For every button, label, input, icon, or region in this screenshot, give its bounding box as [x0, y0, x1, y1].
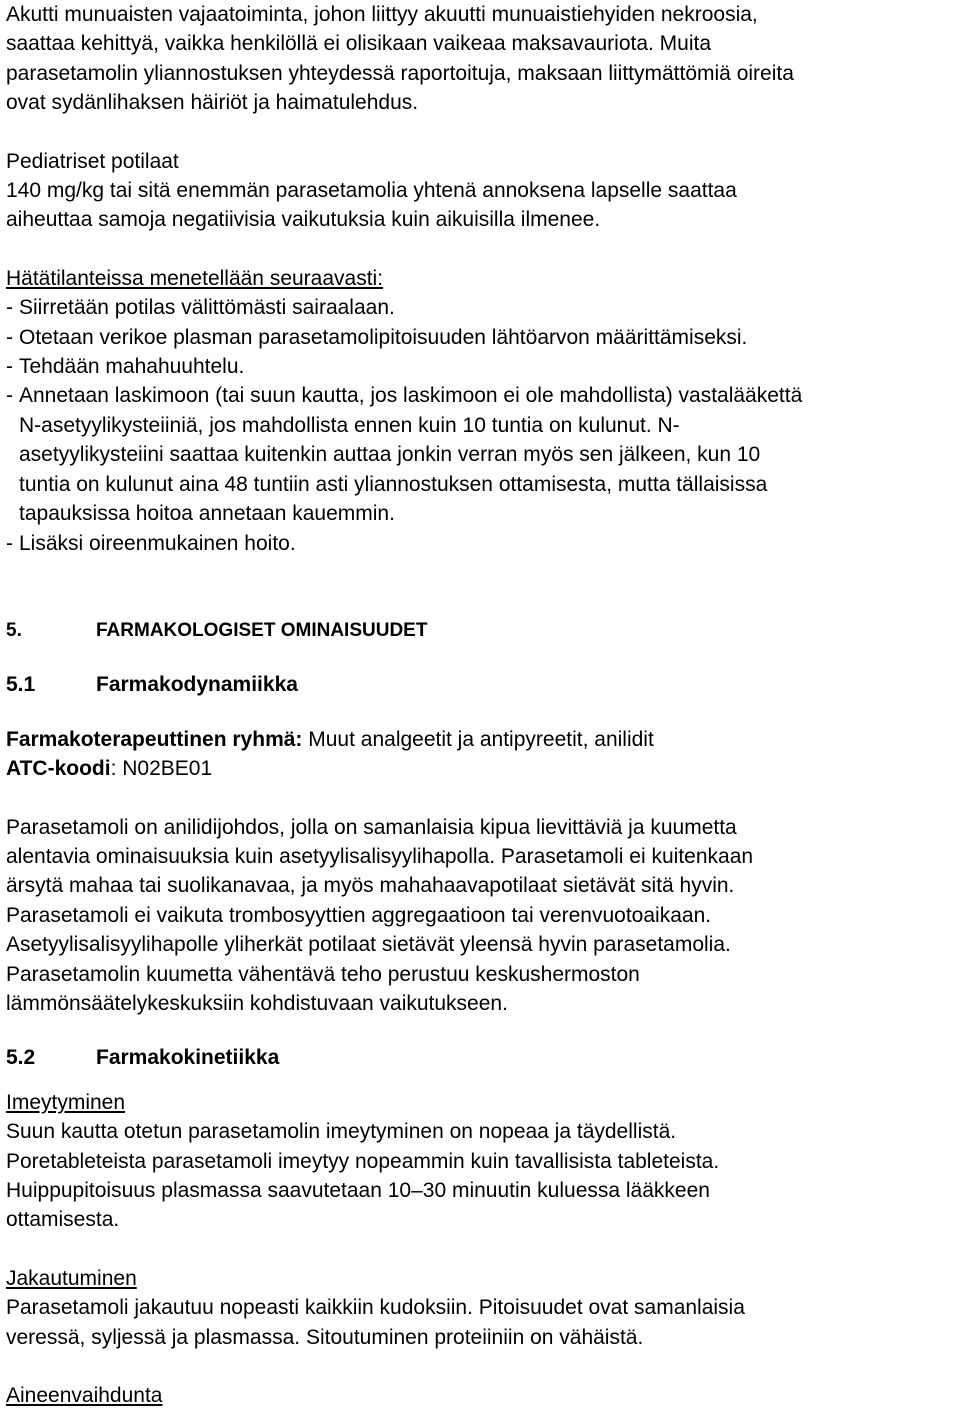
text-line: Parasetamoli jakautuu nopeasti kaikkiin kudoksiin. Pitoisuudet ovat samanlaisia: [6, 1296, 745, 1320]
distribution-heading: Jakautuminen: [6, 1266, 137, 1290]
list-item: [6, 381, 950, 528]
text-line: aiheuttaa samoja negatiivisia vaikutuksia kuin aikuisilla ilmenee.: [6, 208, 601, 232]
pediatric-heading: Pediatriset potilaat: [6, 149, 179, 173]
list-dash: -: [6, 531, 13, 555]
metabolism-heading: Aineenvaihdunta: [6, 1384, 163, 1408]
list-dash: -: [6, 355, 13, 379]
text-line: Suun kautta otetun parasetamolin imeytyminen on nopeaa ja täydellistä.: [6, 1120, 677, 1144]
section-number: 5.: [6, 619, 22, 641]
list-item: [6, 352, 950, 381]
atc-code-value: : N02BE01: [110, 757, 213, 781]
section-title: Farmakodynamiikka: [96, 673, 298, 697]
absorption-heading: Imeytyminen: [6, 1090, 126, 1114]
text-line: Tehdään mahahuuhtelu.: [19, 355, 245, 379]
text-line: ovat sydänlihaksen häiriöt ja haimatulehdus.: [6, 91, 419, 115]
list-item: [6, 529, 950, 558]
list-item: [6, 323, 950, 352]
distribution-paragraph: [6, 1264, 950, 1352]
text-line: Parasetamoli on anilidijohdos, jolla on samanlaisia kipua lievittäviä ja kuumetta: [6, 815, 737, 839]
text-line: Otetaan verikoe plasman parasetamolipitoisuuden lähtöarvon määrittämiseksi.: [19, 325, 748, 349]
text-line: Asetyylisalisyylihapolle yliherkät potilaat sietävät yleensä hyvin parasetamolia.: [6, 933, 731, 957]
text-line: Lisäksi oireenmukainen hoito.: [19, 531, 296, 555]
text-line: parasetamolin yliannostuksen yhteydessä raportoituja, maksaan liittymättömiä oireita: [6, 61, 794, 85]
text-line: Huippupitoisuus plasmassa saavutetaan 10–30 minuutin kuluessa lääkkeen: [6, 1179, 710, 1202]
therapeutic-group-value: Muut analgeetit ja antipyreetit, anilidit: [302, 727, 654, 751]
atc-code-label: ATC-koodi: [6, 757, 111, 781]
intro-paragraph: [6, 0, 950, 118]
section-title: Farmakokinetiikka: [96, 1046, 280, 1070]
emergency-heading: Hätätilanteissa menetellään seuraavasti:: [6, 266, 384, 290]
section-number: 5.2: [6, 1046, 36, 1070]
pediatric-paragraph: [6, 147, 950, 235]
text-line: ottamisesta.: [6, 1208, 120, 1232]
section-number: 5.1: [6, 673, 36, 697]
metabolism-paragraph: [6, 1381, 950, 1410]
text-line: lämmönsäätelykeskuksiin kohdistuvaan vaikutukseen.: [6, 991, 508, 1015]
pharmacodynamics-paragraph: [6, 813, 950, 1019]
text-line: Parasetamoli ei vaikuta trombosyyttien aggregaatioon tai verenvuotoaikaan.: [6, 903, 712, 927]
text-line: Annetaan laskimoon (tai suun kautta, jos laskimoon ei ole mahdollista) vastalääkettä: [19, 384, 803, 408]
atc-code: [6, 754, 950, 783]
text-line: veressä, syljessä ja plasmassa. Sitoutuminen proteiiniin on vähäistä.: [6, 1325, 644, 1349]
section-5-2-heading: [6, 1043, 950, 1072]
text-line: 140 mg/kg tai sitä enemmän parasetamolia yhtenä annoksena lapselle saattaa: [6, 179, 737, 203]
list-dash: -: [6, 325, 13, 349]
text-line: Siirretään potilas välittömästi sairaalaan.: [19, 296, 395, 320]
section-5-heading: [6, 616, 950, 645]
list-dash: -: [6, 296, 13, 320]
list-dash: -: [6, 384, 13, 408]
text-line: Poretableteista parasetamoli imeytyy nopeammin kuin tavallisista tableteista.: [6, 1149, 720, 1173]
list-item: [6, 293, 950, 322]
text-line: Akutti munuaisten vajaatoiminta, johon liittyy akuutti munuaistiehyiden nekroosia,: [6, 3, 758, 26]
text-line: ärsytä mahaa tai suolikanavaa, ja myös mahahaavapotilaat sietävät sitä hyvin.: [6, 874, 735, 898]
section-title: FARMAKOLOGISET OMINAISUUDET: [96, 619, 428, 641]
text-line: saattaa kehittyä, vaikka henkilöllä ei olisikaan vaikeaa maksavauriota. Muita: [6, 32, 712, 56]
text-line: asetyylikysteiini saattaa kuitenkin auttaa jonkin verran myös sen jälkeen, kun 10: [19, 443, 761, 467]
section-5-1-heading: [6, 670, 950, 699]
text-line: alentavia ominaisuuksia kuin asetyylisalisyylihapolla. Parasetamoli ei kuitenkaan: [6, 844, 754, 868]
text-line: Parasetamolin kuumetta vähentävä teho perustuu keskushermoston: [6, 962, 640, 986]
text-line: tuntia on kulunut aina 48 tuntiin asti yliannostuksen ottamisesta, mutta tällaisissa: [19, 472, 768, 496]
classification-block: [6, 725, 950, 784]
emergency-section: [6, 264, 950, 558]
text-line: N-asetyylikysteiiniä, jos mahdollista ennen kuin 10 tuntia on kulunut. N-: [19, 413, 680, 437]
therapeutic-group-label: Farmakoterapeuttinen ryhmä:: [6, 727, 303, 751]
document-page: [6, 0, 950, 1410]
therapeutic-group: [6, 725, 950, 754]
absorption-paragraph: [6, 1088, 950, 1235]
text-line: tapauksissa hoitoa annetaan kauemmin.: [19, 502, 395, 526]
